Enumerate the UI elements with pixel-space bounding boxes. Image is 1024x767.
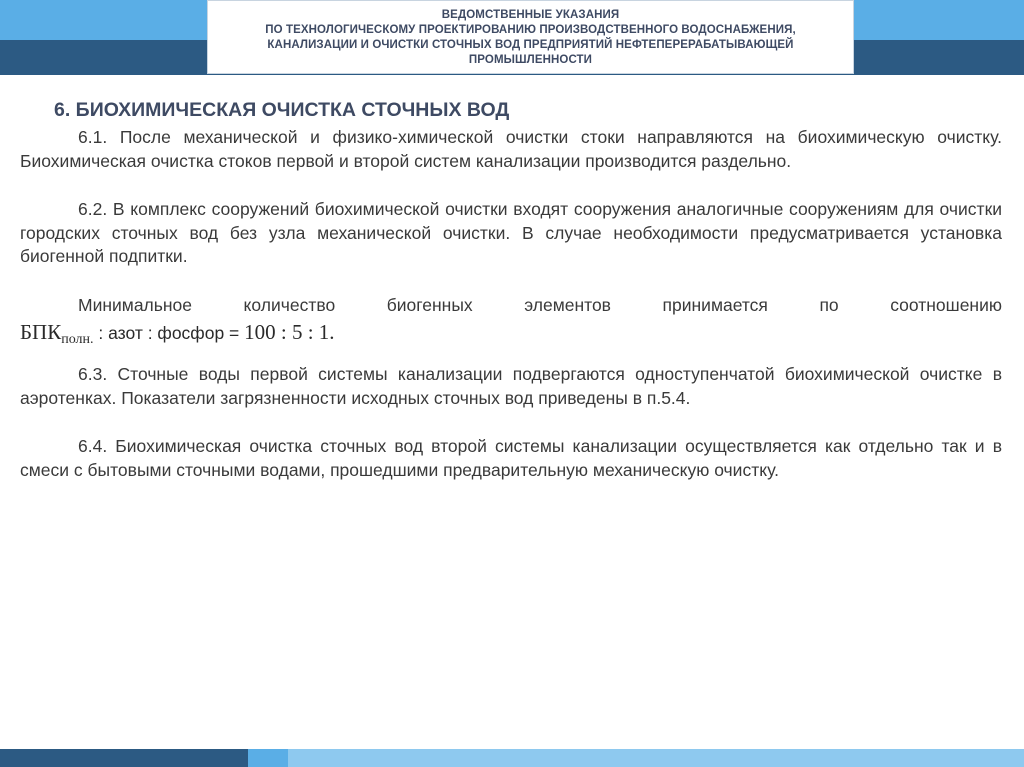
formula-middle: : азот : фосфор = [93,323,245,343]
paragraph-6-2: 6.2. В комплекс сооружений биохимической очистки входят сооружения аналогичные сооружениям для очистки городских сточных вод без узла механической очистки. В случае необходимости предусматривается установка биогенной подпитки. [20,199,1002,266]
formula-end: . [329,320,335,344]
formula-bpk: БПК [20,320,62,344]
spacer [20,410,1002,435]
formula [20,319,1002,353]
paragraph-biogen: Минимальное количество биогенных элементов принимается по соотношению [78,294,1002,315]
header-box [207,0,854,74]
section-title: 6. БИОХИМИЧЕСКАЯ ОЧИСТКА СТОЧНЫХ ВОД [54,99,510,121]
spacer [20,269,1002,294]
header-line-3: КАНАЛИЗАЦИИ И ОЧИСТКИ СТОЧНЫХ ВОД ПРЕДПРИЯТИЙ НЕФТЕПЕРЕРАБАТЫВАЮЩЕЙ [267,39,794,51]
content [20,98,1002,482]
paragraph-6-1: 6.1. После механической и физико-химической очистки стоки направляются на биохимическую очистку. Биохимическая очистка стоков первой и второй систем канализации производится раздельно. [20,127,1002,171]
formula-subscript: полн. [61,332,94,347]
header-line-1: ВЕДОМСТВЕННЫЕ УКАЗАНИЯ [441,9,620,21]
paragraph-6-3: 6.3. Сточные воды первой системы канализации подвергаются одноступенчатой биохимической очистке в аэротенках. Показатели загрязненности исходных сточных вод приведены в п.5.4. [20,364,1002,408]
bottom-band-mid [248,749,288,767]
formula-ratio: 100 : 5 : 1 [244,320,330,344]
header-line-2: ПО ТЕХНОЛОГИЧЕСКОМУ ПРОЕКТИРОВАНИЮ ПРОИЗВОДСТВЕННОГО ВОДОСНАБЖЕНИЯ, [265,24,796,36]
spacer [20,173,1002,198]
bottom-band-dark [0,749,248,767]
paragraph-6-4: 6.4. Биохимическая очистка сточных вод второй системы канализации осуществляется как отдельно так и в смеси с бытовыми сточными водами, прошедшими предварительную механическую очистку. [20,436,1002,480]
header-line-4: ПРОМЫШЛЕННОСТИ [468,54,593,66]
spacer [20,353,1002,363]
bottom-band-light [288,749,1024,767]
